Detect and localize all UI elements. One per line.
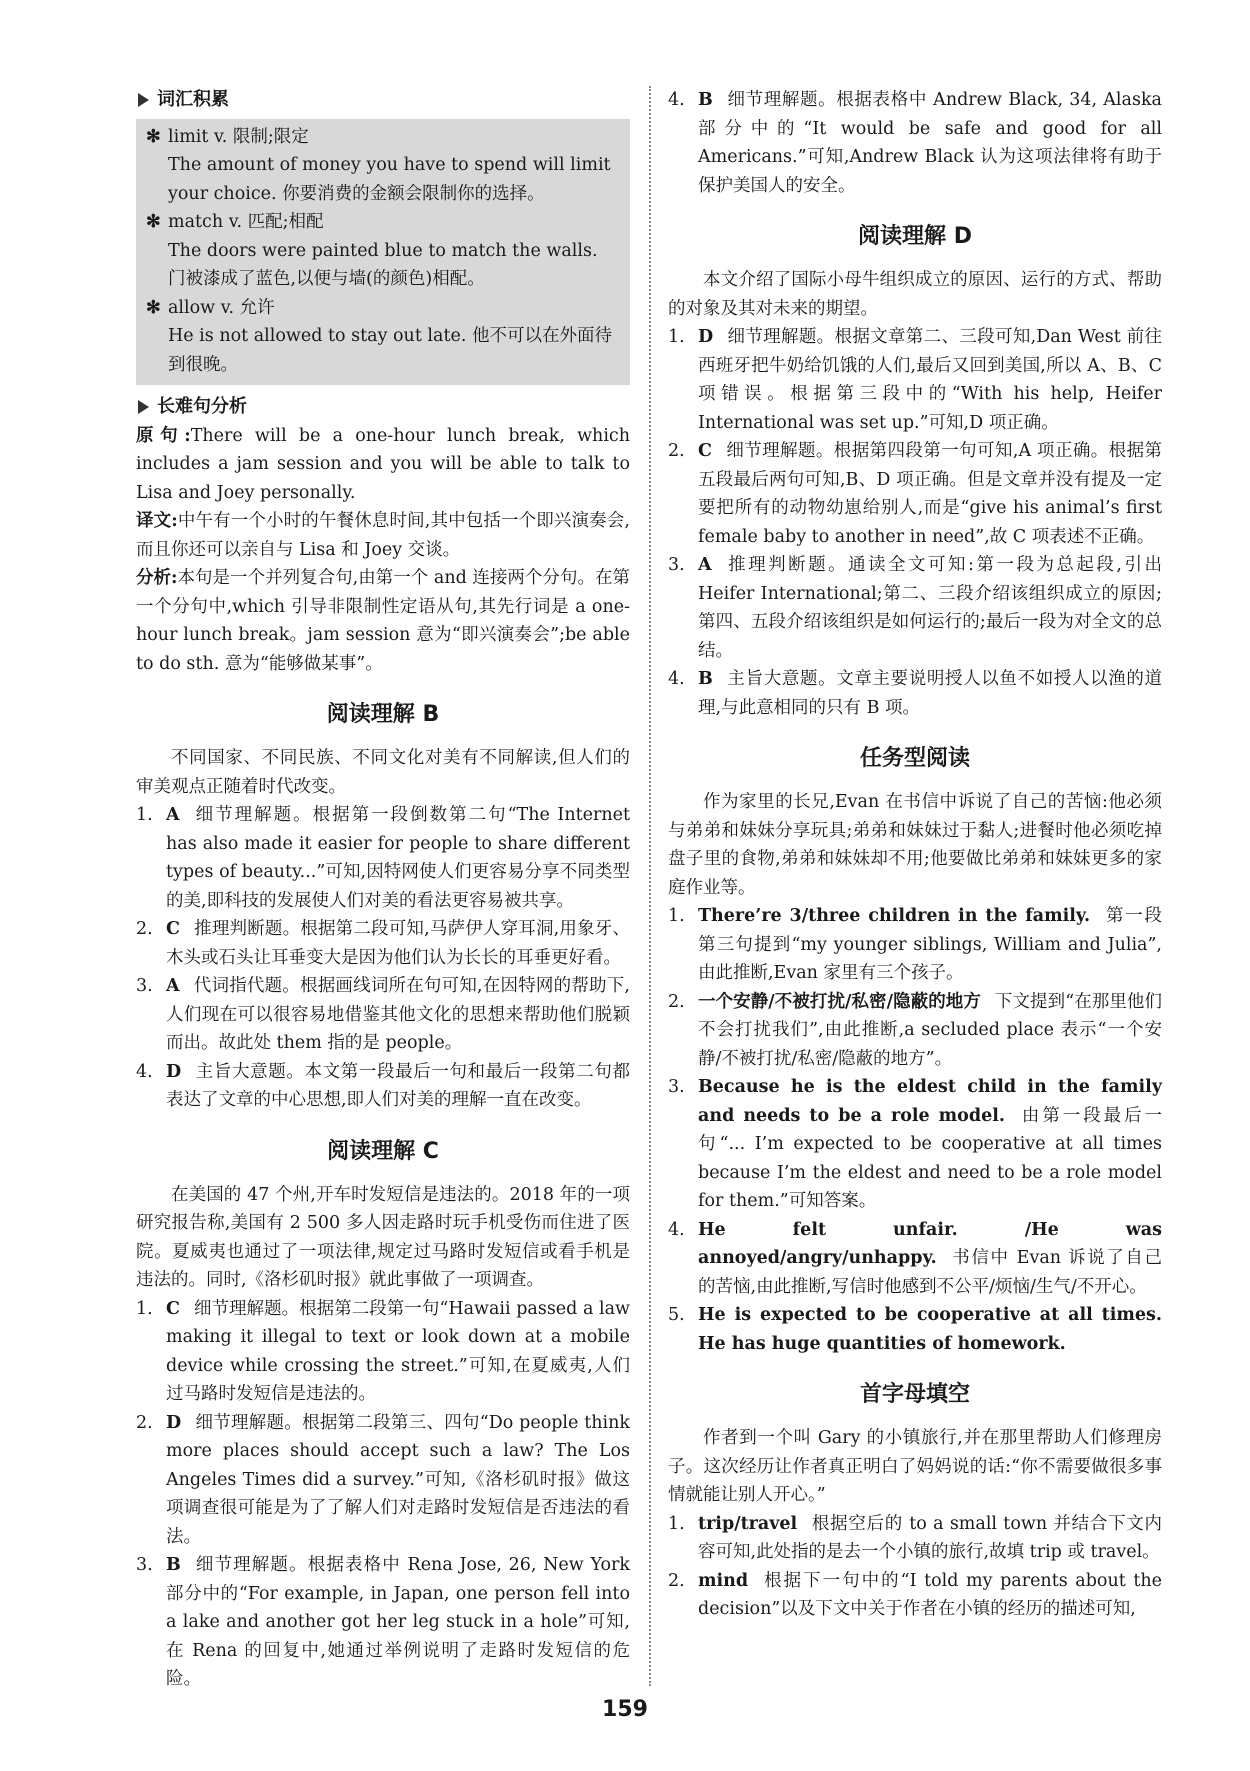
right-column — [668, 86, 1162, 1624]
section-title: 阅读理解 D — [858, 224, 972, 249]
vocab-word: ✻ match v. 匹配;相配 — [146, 208, 620, 237]
answer-item: 2. mind 根据下一句中的“I told my parents about the decision”以及下文中关于作者在小镇的经历的描述可知, — [668, 1570, 1162, 1619]
section-title: 阅读理解 B — [326, 702, 440, 727]
vocab-example: The amount of money you have to spend will limit your choice. 你要消费的金额会限制你的选择。 — [168, 155, 611, 204]
answer-item: 2. D 细节理解题。根据第二段第三、四句“Do people think more places should accept such a law? The Los Angeles Times did a survey.”可知,《洛杉矶时报》做这项调查很可能是为了了解人们对走路时发短信是否违法的看法。 — [136, 1412, 630, 1547]
answer-item: 3. A 推理判断题。通读全文可知:第一段为总起段,引出 Heifer International;第二、三段介绍该组织成立的原因;第四、五段介绍该组织是如何运行的;最后一段为对全文的总结。 — [668, 555, 1162, 661]
answer-item: 2. 一个安静/不被打扰/私密/隐蔽的地方 下文提到“在那里他们不会打扰我们”,由此推断,a secluded place 表示“一个安静/不被打扰/私密/隐蔽的地方”。 — [668, 991, 1162, 1069]
sentence-heading: 长难句分析 — [136, 393, 630, 422]
vocab-example: He is not allowed to stay out late. 他不可以在外面待到很晚。 — [168, 326, 612, 375]
answer-item: 2. C 细节理解题。根据第四段第一句可知,A 项正确。根据第五段最后两句可知,B、D 项正确。但是文章并没有提及一定要把所有的动物幼崽给别人,而是“give his animal’s first female baby to another in need”,故 C 项表述不正确。 — [668, 441, 1162, 547]
section-title: 首字母填空 — [859, 1382, 970, 1407]
answer-item: 1. There’re 3/three children in the family. 第一段第三句提到“my younger siblings, William and Julia”,由此推断,Evan 家里有三个孩子。 — [668, 906, 1162, 983]
arrow-icon — [138, 93, 149, 107]
answer-item: 1. A 细节理解题。根据第一段倒数第二句“The Internet has also made it easier for people to share different types of beauty...”可知,因特网使人们更容易分享不同类型的美,即科技的发展使人们对美的看法更容易被共享。 — [136, 805, 630, 911]
answer-item: 1. C 细节理解题。根据第二段第一句“Hawaii passed a law making it illegal to text or look down at a mobile device while crossing the street.”可知,在夏威夷,人们过马路时发短信是违法的。 — [136, 1298, 630, 1404]
analysis: 分析:本句是一个并列复合句,由第一个 and 连接两个分句。在第一个分句中,which 引导非限制性定语从句,其先行词是 a one-hour lunch break。jam session 意为“即兴演奏会”;be able to do sth. 意为“能够做某事”。 — [136, 568, 630, 674]
section-intro: 作为家里的长兄,Evan 在书信中诉说了自己的苦恼:他必须与弟弟和妹妹分享玩具;弟弟和妹妹过于黏人;进餐时他必须吃掉盘子里的食物,弟弟和妹妹却不用;他要做比弟弟和妹妹更多的家庭作业等。 — [668, 792, 1162, 898]
answer-item: 3. Because he is the eldest child in the family and needs to be a role model. 由第一段最后一句“... I’m expected to be cooperative at all times because I’m the eldest and need to be a role model for them.”可知答案。 — [668, 1077, 1163, 1211]
vocab-example: The doors were painted blue to match the walls. 门被漆成了蓝色,以便与墙(的颜色)相配。 — [168, 240, 598, 289]
translation: 译文:中午有一个小时的午餐休息时间,其中包括一个即兴演奏会,而且你还可以亲自与 Lisa 和 Joey 交谈。 — [136, 511, 630, 560]
section-intro: 在美国的 47 个州,开车时发短信是违法的。2018 年的一项研究报告称,美国有 2 500 多人因走路时玩手机受伤而住进了医院。夏威夷也通过了一项法律,规定过马路时发短信或看手机是违法的。同时,《洛杉矶时报》就此事做了一项调查。 — [136, 1184, 630, 1290]
answer-item: 4. B 主旨大意题。文章主要说明授人以鱼不如授人以渔的道理,与此意相同的只有 B 项。 — [668, 669, 1162, 718]
arrow-icon — [138, 400, 149, 414]
asterisk-icon: ✻ — [146, 126, 161, 147]
left-column — [136, 86, 630, 1694]
vocab-heading: 词汇积累 — [136, 86, 630, 115]
asterisk-icon: ✻ — [146, 212, 161, 232]
section-title: 任务型阅读 — [859, 746, 970, 771]
answer-item: 2. C 推理判断题。根据第二段可知,马萨伊人穿耳洞,用象牙、木头或石头让耳垂变大是因为他们认为长长的耳垂更好看。 — [136, 919, 630, 968]
section-intro: 不同国家、不同民族、不同文化对美有不同解读,但人们的审美观点正随着时代改变。 — [136, 748, 630, 797]
answer-item: 3. B 细节理解题。根据表格中 Rena Jose, 26, New York 部分中的“For example, in Japan, one person fell into a lake and another got her leg stuck in a hole”可知,在 Rena 的回复中,她通过举例说明了走路时发短信的危险。 — [136, 1555, 630, 1689]
section-intro: 作者到一个叫 Gary 的小镇旅行,并在那里帮助人们修理房子。这次经历让作者真正明白了妈妈说的话:“你不需要做很多事情就能让别人开心。” — [668, 1428, 1162, 1505]
asterisk-icon: ✻ — [146, 297, 161, 318]
vocab-box — [136, 119, 630, 386]
answer-item: 4. D 主旨大意题。本文第一段最后一句和最后一段第二句都表达了文章的中心思想,即人们对美的理解一直在改变。 — [136, 1061, 630, 1110]
answer-item: 5. He is expected to be cooperative at all times. He has huge quantities of homework. — [668, 1305, 1162, 1354]
original-sentence: 原句:There will be a one-hour lunch break, which includes a jam session and you will be able to talk to Lisa and Joey personally. — [136, 425, 630, 503]
answer-item: 4. He felt unfair. /He was annoyed/angry/unhappy. 书信中 Evan 诉说了自己的苦恼,由此推断,写信时他感到不公平/烦恼/生气/不开心。 — [668, 1219, 1162, 1297]
section-intro: 本文介绍了国际小母牛组织成立的原因、运行的方式、帮助的对象及其对未来的期望。 — [668, 270, 1162, 319]
page-number: 159 — [602, 1697, 648, 1722]
answer-item: 4. B 细节理解题。根据表格中 Andrew Black, 34, Alaska 部分中的“It would be safe and good for all Americans.”可知,Andrew Black 认为这项法律将有助于保护美国人的安全。 — [668, 90, 1162, 196]
section-title: 阅读理解 C — [327, 1138, 439, 1164]
vocab-word: ✻ limit v. 限制;限定 — [146, 123, 620, 152]
column-divider — [649, 86, 651, 1686]
answer-item: 1. D 细节理解题。根据文章第二、三段可知,Dan West 前往西班牙把牛奶给饥饿的人们,最后又回到美国,所以 A、B、C 项错误。根据第三段中的“With his help, Heifer International was set up.”可知,D 项正确。 — [668, 327, 1162, 433]
vocab-word: ✻ allow v. 允许 — [146, 294, 620, 323]
answer-item: 3. A 代词指代题。根据画线词所在句可知,在因特网的帮助下,人们现在可以很容易地借鉴其他文化的思想来帮助他们脱颖而出。故此处 them 指的是 people。 — [136, 976, 630, 1053]
answer-item: 1. trip/travel 根据空后的 to a small town 并结合下文内容可知,此处指的是去一个小镇的旅行,故填 trip 或 travel。 — [668, 1513, 1162, 1562]
